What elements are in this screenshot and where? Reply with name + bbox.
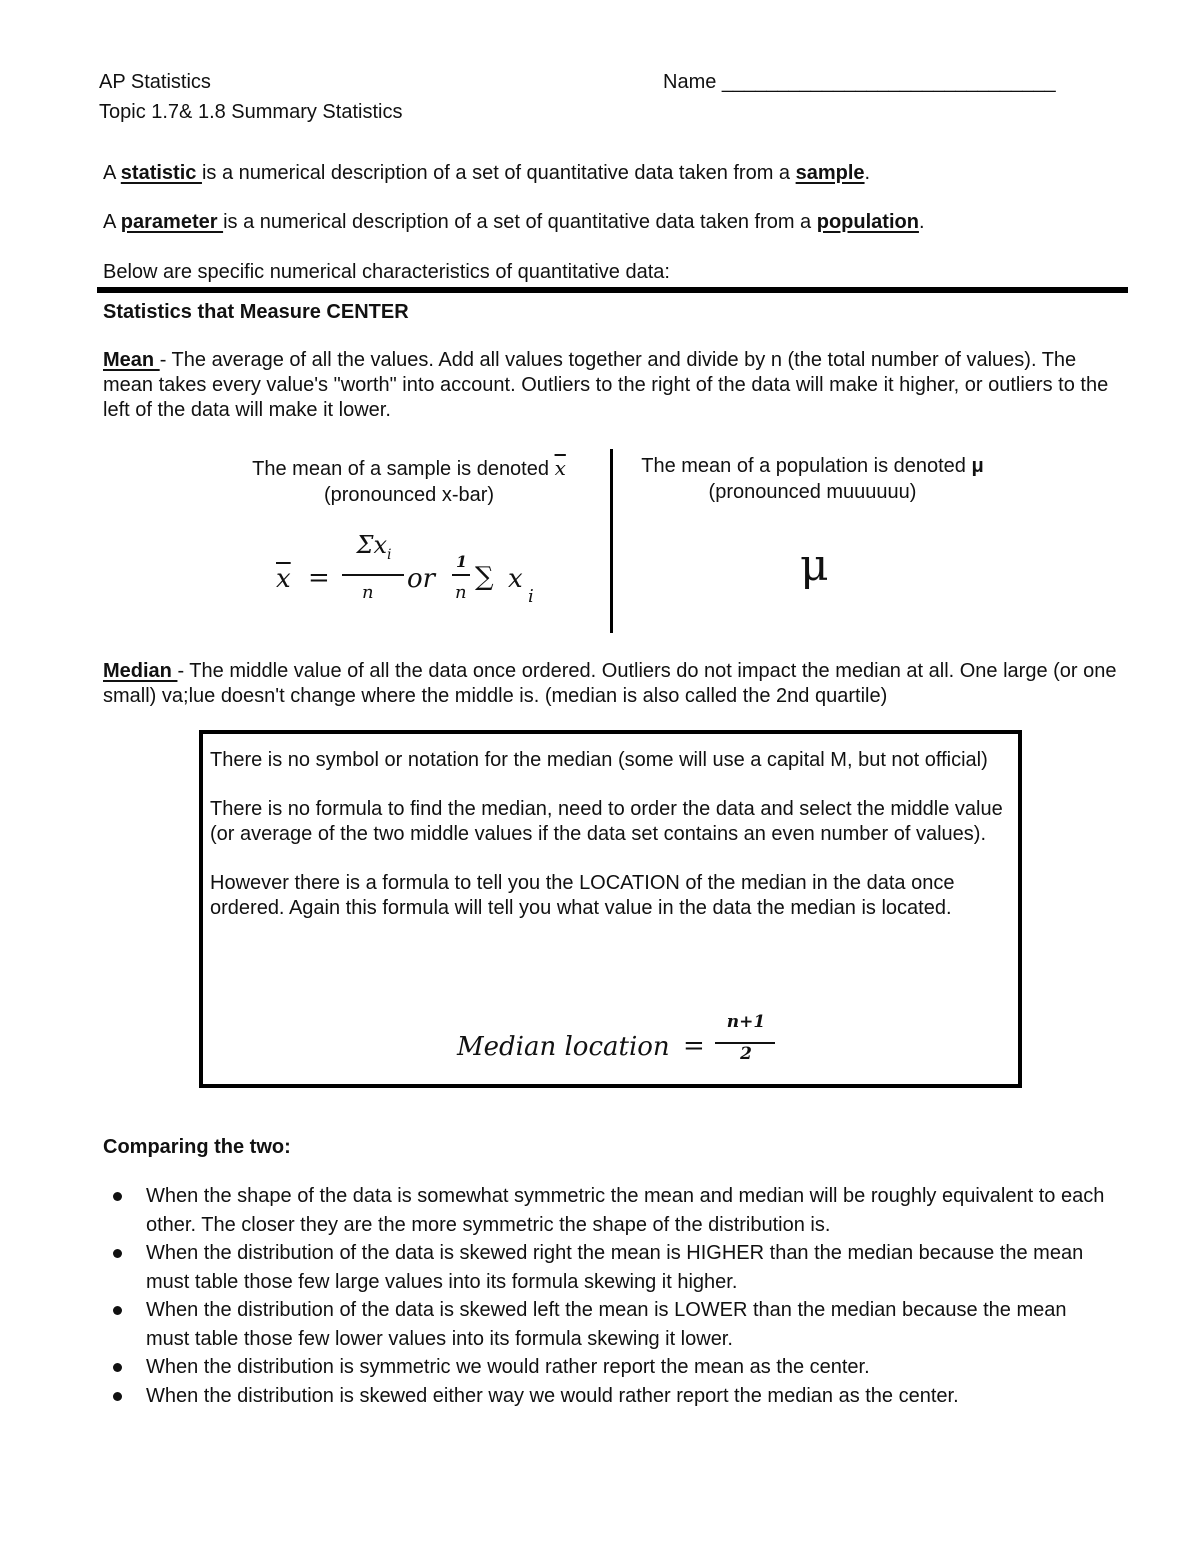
list-item: When the shape of the data is somewhat symmetric the mean and median will be roughly equivalent to each other. The closer they are the more symmetric the shape of the distribution is. xyxy=(104,1182,1114,1239)
topic-title: Topic 1.7& 1.8 Summary Statistics xyxy=(99,101,403,123)
mean-paragraph: Mean - The average of all the values. Add all values together and divide by n (the total number of values). The mean takes every value's "worth" into account. Outliers to the right of the data will make it higher, or outliers to the left of the data will make it lower. xyxy=(103,349,1109,421)
median-box-p2: There is no formula to find the median, need to order the data and select the middle value (or average of the two middle values if the data set contains an even number of values). xyxy=(210,798,1003,845)
mu-large-symbol: μ xyxy=(800,540,829,591)
list-item: When the distribution is skewed either way we would rather report the median as the center. xyxy=(104,1382,1114,1411)
name-field xyxy=(663,70,1056,95)
median-box-p3: However there is a formula to tell you the LOCATION of the median in the data once ordered. Again this formula will tell you what value in the data the median is located. xyxy=(210,872,955,919)
name-blank: ______________________________ xyxy=(721,71,1056,93)
list-item: When the distribution is symmetric we would rather report the mean as the center. xyxy=(104,1353,1114,1382)
sigma-symbol: ∑ xyxy=(475,562,494,592)
median-notes-box xyxy=(199,730,1022,1088)
fraction-bar-small xyxy=(452,574,470,576)
population-term: population xyxy=(816,211,919,233)
median-location-formula: Median location = n+1 2 xyxy=(457,1020,777,1070)
sample-mean-formula: $\overline{x}$ = $\Sigma x_i$ n or 1 n ∑ x i xyxy=(276,531,534,607)
mu-symbol: μ xyxy=(971,455,984,477)
list-item: When the distribution of the data is skewed left the mean is LOWER than the median because the mean must table those few lower values into its formula skewing it lower. xyxy=(104,1296,1114,1353)
mean-column-divider xyxy=(610,449,613,633)
name-label: Name xyxy=(663,71,717,93)
formula-numerator: $\Sigma x_i$ xyxy=(356,531,392,564)
sample-term: sample xyxy=(795,162,865,184)
center-heading: Statistics that Measure CENTER xyxy=(103,301,409,323)
statistic-term: statistic xyxy=(120,162,202,184)
statistic-definition: A statistic is a numerical description of a set of quantitative data taken from a sample. xyxy=(103,162,871,184)
population-mean-note: The mean of a population is denoted μ (pronounced muuuuuu) xyxy=(641,455,984,503)
fraction-bar xyxy=(342,574,404,576)
x-bar-symbol: $\overline{x}$ xyxy=(554,456,566,480)
median-term: Median xyxy=(103,660,178,682)
sample-mean-note: The mean of a sample is denoted $\overline{x}$ (pronounced x-bar) xyxy=(252,456,566,506)
mean-term: Mean xyxy=(103,349,160,371)
parameter-definition: A parameter is a numerical description of a set of quantitative data taken from a population. xyxy=(103,211,925,233)
section-divider xyxy=(97,287,1128,293)
list-item: When the distribution of the data is skewed right the mean is HIGHER than the median because the mean must table those few large values into its formula skewing it higher. xyxy=(104,1239,1114,1296)
median-box-p1: There is no symbol or notation for the median (some will use a capital M, but not official) xyxy=(210,749,988,771)
intro-text: Below are specific numerical characteristics of quantitative data: xyxy=(103,261,670,283)
comparing-heading: Comparing the two: xyxy=(103,1136,291,1158)
parameter-term: parameter xyxy=(120,211,224,233)
comparison-list xyxy=(104,1182,1114,1410)
course-title: AP Statistics xyxy=(99,71,211,93)
median-paragraph: Median - The middle value of all the data once ordered. Outliers do not impact the median at all. One large (or one small) va;lue doesn't change where the middle is. (median is also called the 2nd quartile) xyxy=(103,660,1117,707)
